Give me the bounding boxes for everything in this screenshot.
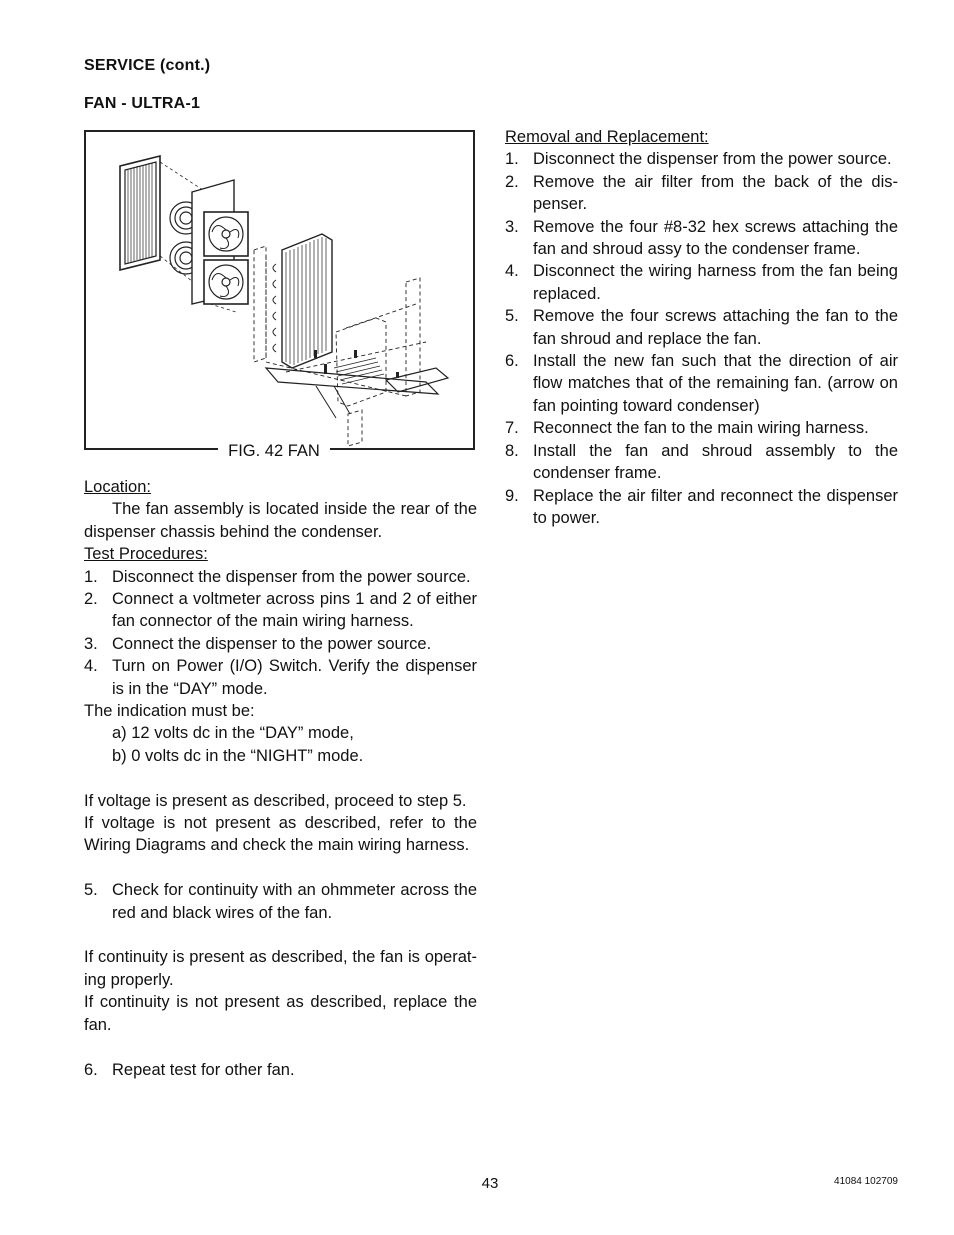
test-steps-list <box>84 566 477 700</box>
list-item: 7. Reconnect the fan to the main wiring harness. <box>505 419 869 438</box>
list-item: 4. Turn on Power (I/O) Switch. Verify the dispenser is in the “DAY” mode. <box>84 657 477 698</box>
list-item: 9. Replace the air filter and reconnect the dispenser to power. <box>505 486 898 527</box>
test-step-6 <box>84 1059 477 1081</box>
list-item: 6. Repeat test for other fan. <box>84 1060 295 1079</box>
test-step-5 <box>84 879 477 924</box>
subsection-heading: FAN - ULTRA-1 <box>84 95 201 112</box>
voltage-absent-text: If voltage is not present as described, refer to the Wiring Diagrams and check the main wiring harness. <box>84 814 477 855</box>
list-item: 3. Remove the four #8-32 hex screws attaching the fan and shroud assy to the condenser frame. <box>505 217 898 259</box>
document-code: 41084 102709 <box>834 1176 898 1187</box>
indication-day: a) 12 volts dc in the “DAY” mode, <box>112 724 354 743</box>
location-text: The fan assembly is located inside the rear of the dispenser chassis behind the condenser. <box>84 500 477 541</box>
page-number: 43 <box>481 1175 499 1192</box>
list-item: 8. Install the fan and shroud assembly to the condenser frame. <box>505 441 898 483</box>
list-item: 5. Remove the four screws attaching the fan to the fan shroud and replace the fan. <box>505 307 898 348</box>
continuity-absent-text: If continuity is not present as described, replace the fan. <box>84 993 477 1034</box>
right-column <box>505 126 898 529</box>
list-item: 1. Disconnect the dispenser from the power source. <box>505 150 892 169</box>
continuity-present-text: If continuity is present as described, the fan is operat-ing properly. <box>84 948 477 989</box>
list-item: 3. Connect the dispenser to the power source. <box>84 634 432 653</box>
removal-steps-list <box>505 148 898 529</box>
removal-heading: Removal and Replacement: <box>505 128 709 146</box>
list-item: 2. Remove the air filter from the back of the dis-penser. <box>505 172 898 214</box>
list-item: 6. Install the new fan such that the direction of air flow matches that of the remaining fan. (arrow on fan pointing toward condenser) <box>505 352 898 415</box>
location-heading: Location: <box>84 478 151 496</box>
list-item: 5. Check for continuity with an ohmmeter across the red and black wires of the fan. <box>84 881 477 922</box>
section-heading: SERVICE (cont.) <box>84 57 211 74</box>
voltage-present-text: If voltage is present as described, proceed to step 5. <box>84 791 467 810</box>
list-item: 4. Disconnect the wiring harness from the fan being replaced. <box>505 262 898 303</box>
left-column <box>84 476 477 1081</box>
figure-caption: FIG. 42 FAN <box>218 440 330 462</box>
test-procedures-heading: Test Procedures: <box>84 545 208 564</box>
indication-night: b) 0 volts dc in the “NIGHT” mode. <box>112 746 364 765</box>
fan-assembly-illustration-icon <box>86 132 473 448</box>
list-item: 2. Connect a voltmeter across pins 1 and 2 of either fan connector of the main wiring harness. <box>84 590 477 631</box>
list-item: 1. Disconnect the dispenser from the power source. <box>84 567 471 586</box>
figure-42-frame <box>84 130 475 450</box>
indication-intro: The indication must be: <box>84 702 255 721</box>
